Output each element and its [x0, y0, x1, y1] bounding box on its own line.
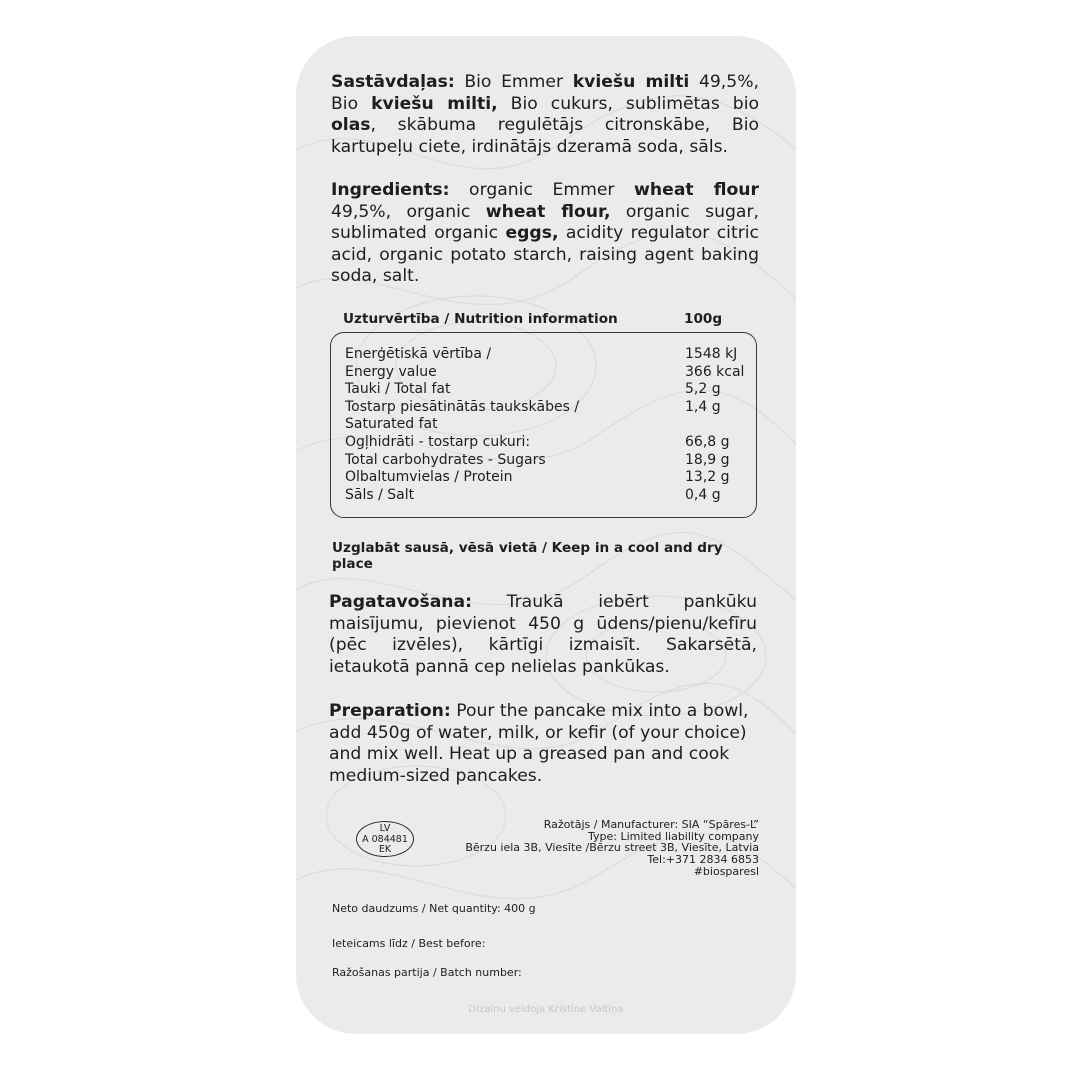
badge-country: LV [379, 823, 391, 834]
preparation-lv [329, 592, 757, 678]
allergen-wheat: kviešu milti, [371, 93, 498, 114]
best-before: Ieteicams līdz / Best before: [332, 937, 486, 950]
manufacturer-phone: Tel:+371 2834 6853 [647, 853, 759, 867]
manufacturer-hashtag: #biosparesl [693, 864, 759, 878]
allergen-wheat: kviešu milti [572, 72, 690, 92]
nutrition-header [343, 311, 723, 327]
badge-code: A 084481 [362, 833, 408, 845]
nutrition-value: 366 kcal [685, 363, 745, 380]
preparation-lv-heading: Pagatavošana: [329, 592, 472, 612]
product-label [296, 36, 796, 1034]
ingredients-en-text: acidity regulator citric acid, organic potato starch, raising agent baking soda, salt. [331, 223, 759, 287]
badge-ek: EK [378, 844, 392, 855]
nutrition-label: Ogļhidrāti - tostarp cukuri: [345, 434, 531, 450]
eu-organic-code-badge [356, 821, 414, 857]
ingredients-lv-text: Bio Emmer [454, 72, 573, 92]
nutrition-value: 1548 kJ [685, 346, 738, 362]
manufacturer-address: Bērzu iela 3B, Viesīte /Bērzu street 3B, Viesīte, Latvia [465, 841, 759, 855]
preparation-en [329, 701, 767, 787]
allergen-wheat: wheat flour, [485, 201, 611, 222]
ingredients-lv-heading: Sastāvdaļas: [331, 72, 455, 92]
ingredients-en-text: 49,5%, organic [331, 201, 486, 222]
nutrition-value: 5,2 g [685, 381, 721, 398]
preparation-en-heading: Preparation: [329, 701, 451, 721]
nutrition-value: 0,4 g [685, 486, 721, 503]
batch-number: Ražošanas partija / Batch number: [332, 966, 522, 979]
net-quantity: Neto daudzums / Net quantity: 400 g [332, 902, 536, 915]
allergen-eggs: olas [331, 115, 371, 136]
allergen-wheat: wheat flour [634, 180, 759, 200]
designer-credit: Dizainu veidoja Kristīne Valtiņa [468, 1004, 624, 1015]
nutrition-label: Total carbohydrates - Sugars [345, 451, 546, 468]
nutrition-value: 1,4 g [685, 398, 721, 415]
nutrition-label: Energy value [345, 363, 437, 380]
nutrition-table [330, 332, 757, 518]
nutrition-label: Enerģētiskā vērtība / [345, 346, 492, 362]
ingredients-lv [331, 72, 759, 158]
ingredients-en-heading: Ingredients: [331, 180, 450, 200]
nutrition-label: Tostarp piesātinātās taukskābes / [345, 398, 580, 415]
ingredients-lv-text: Bio cukurs, sublimētas bio [497, 93, 760, 114]
nutrition-value: 13,2 g [685, 469, 730, 486]
ingredients-en-text: organic Emmer [449, 180, 635, 200]
ingredients-lv-text: 49,5%, Bio [331, 72, 760, 114]
nutrition-value: 18,9 g [685, 451, 730, 468]
manufacturer-info [446, 819, 759, 878]
nutrition-label: Olbaltumvielas / Protein [345, 469, 513, 486]
nutrition-per-100g: 100g [684, 311, 723, 327]
preparation-lv-text: Traukā iebērt pankūku maisījumu, pievienot 450 g ūdens/pienu/kefīru (pēc izvēles), kārtīgi izmaisīt. Sakarsētā, ietaukotā pannā cep nelielas pankūkas. [329, 592, 757, 677]
manufacturer-name: Ražotājs / Manufacturer: SIA “Spāres-L” [543, 818, 759, 831]
nutrition-title: Uzturvērtība / Nutrition information [343, 311, 618, 327]
ingredients-en [331, 180, 759, 288]
ingredients-en-text: organic sugar, sublimated organic [331, 201, 759, 244]
ingredients-lv-text: , skābuma regulētājs citronskābe, Bio kartupeļu ciete, irdinātājs dzeramā soda, sāls. [331, 115, 759, 157]
manufacturer-type: Type: Limited liability company [587, 829, 759, 843]
nutrition-label: Saturated fat [345, 416, 438, 433]
allergen-eggs: eggs, [505, 223, 559, 244]
storage-instructions: Uzglabāt sausā, vēsā vietā / Keep in a cool and dry place [332, 540, 723, 572]
nutrition-value: 66,8 g [685, 434, 730, 450]
preparation-en-text: Pour the pancake mix into a bowl, add 450g of water, milk, or kefir (of your choice) and mix well. Heat up a greased pan and cook medium-sized pancakes. [329, 701, 749, 786]
nutrition-label: Tauki / Total fat [345, 381, 451, 398]
nutrition-label: Sāls / Salt [345, 486, 415, 503]
